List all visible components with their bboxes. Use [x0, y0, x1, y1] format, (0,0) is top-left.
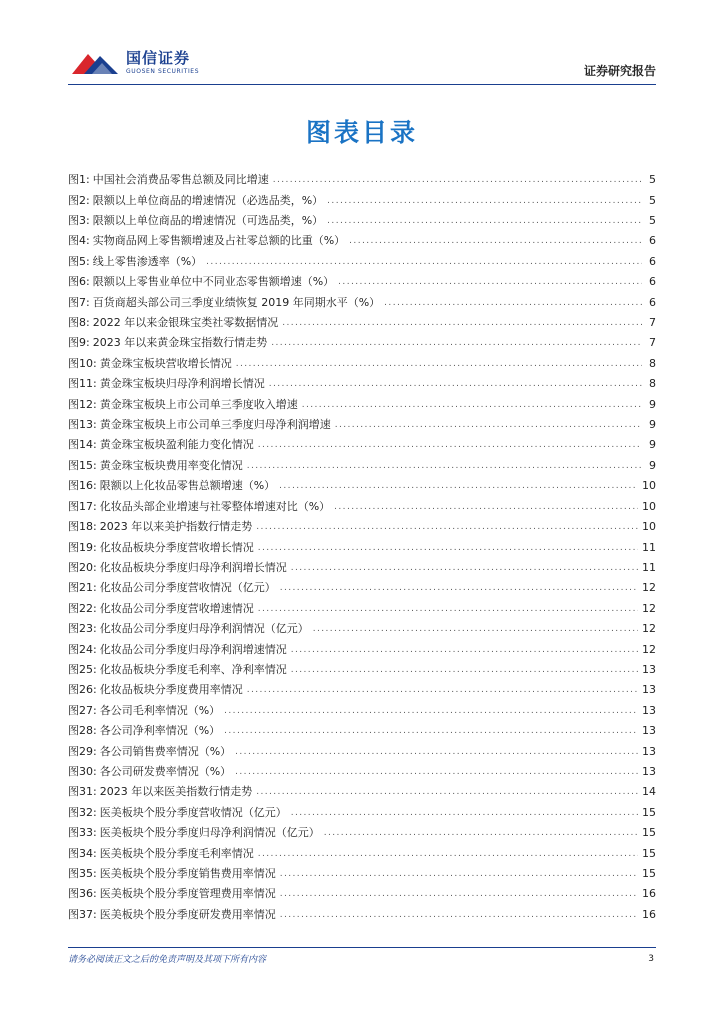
toc-entry-label: 图12: [68, 397, 97, 411]
toc-dot-leader [291, 806, 638, 820]
toc-dot-leader [247, 459, 642, 473]
toc-entry-title: 化妆品公司分季度营收情况（亿元） [99, 581, 276, 595]
toc-entry-page: 10 [642, 520, 656, 534]
toc-entry-title: 医美板块个股分季度归母净利润情况（亿元） [99, 826, 320, 840]
toc-dot-leader [280, 887, 638, 901]
toc-dot-leader [258, 602, 638, 616]
toc-entry[interactable] [68, 741, 656, 761]
guosen-logo [70, 48, 199, 78]
toc-entry[interactable] [68, 292, 656, 312]
toc-entry-page: 16 [642, 887, 656, 901]
toc-entry[interactable] [68, 558, 656, 578]
toc-entry-label: 图18: [68, 520, 97, 534]
toc-entry-label: 图1: [68, 173, 90, 187]
logo-name-en: GUOSEN SECURITIES [126, 68, 200, 75]
toc-entry-title: 各公司销售费率情况（%） [99, 744, 232, 758]
toc-entry-label: 图16: [68, 479, 97, 493]
toc-entry-title: 2023 年以来黄金珠宝指数行情走势 [92, 336, 268, 350]
toc-entry-page: 16 [642, 907, 656, 921]
toc-entry[interactable] [68, 170, 656, 190]
toc-entry-page: 10 [642, 479, 656, 493]
toc-dot-leader [280, 581, 638, 595]
toc-entry-title: 各公司毛利率情况（%） [99, 703, 221, 717]
toc-entry-page: 5 [649, 193, 656, 207]
logo-name-cn: 国信证券 [126, 49, 191, 67]
toc-dot-leader [291, 663, 638, 677]
toc-entry-page: 6 [649, 234, 656, 248]
toc-entry-label: 图5: [68, 254, 90, 268]
toc-entry-page: 9 [649, 458, 656, 472]
toc-entry[interactable] [68, 272, 656, 292]
toc-entry-title: 化妆品板块分季度费用率情况 [99, 683, 243, 697]
page-number: 3 [648, 954, 654, 964]
page-header [0, 0, 724, 90]
toc-entry[interactable] [68, 190, 656, 210]
toc-entry-page: 12 [642, 601, 656, 615]
toc-entry-label: 图11: [68, 377, 97, 391]
toc-entry[interactable] [68, 394, 656, 414]
toc-entry-label: 图9: [68, 336, 90, 350]
toc-entry[interactable] [68, 762, 656, 782]
toc-dot-leader [334, 500, 638, 514]
document-type: 证券研究报告 [583, 64, 656, 78]
toc-entry[interactable] [68, 537, 656, 557]
toc-dot-leader [291, 561, 638, 575]
toc-entry[interactable] [68, 231, 656, 251]
toc-entry-page: 6 [649, 254, 656, 268]
toc-entry-title: 限额以上化妆品零售总额增速（%） [99, 479, 276, 493]
toc-entry-page: 12 [642, 581, 656, 595]
toc-entry-title: 中国社会消费品零售总额及同比增速 [92, 173, 269, 187]
toc-entry-title: 化妆品板块分季度营收增长情况 [99, 540, 254, 554]
toc-dot-leader [327, 194, 642, 208]
toc-entry-label: 图25: [68, 662, 97, 676]
toc-entry[interactable] [68, 823, 656, 843]
toc-dot-leader [235, 765, 638, 779]
toc-entry-page: 7 [649, 336, 656, 350]
toc-entry-title: 医美板块个股分季度销售费用率情况 [99, 867, 276, 881]
toc-entry[interactable] [68, 660, 656, 680]
toc-entry[interactable] [68, 843, 656, 863]
toc-entry-page: 13 [642, 764, 656, 778]
toc-entry-title: 化妆品公司分季度归母净利润增速情况 [99, 642, 287, 656]
toc-entry-label: 图36: [68, 887, 97, 901]
guosen-logo-icon [70, 48, 120, 78]
toc-entry[interactable] [68, 905, 656, 925]
toc-dot-leader [282, 316, 642, 330]
toc-dot-leader [313, 622, 638, 636]
toc-entry[interactable] [68, 864, 656, 884]
toc-dot-leader [324, 826, 638, 840]
toc-dot-leader [206, 255, 642, 269]
toc-entry-page: 15 [642, 867, 656, 881]
toc-entry-title: 化妆品公司分季度营收增速情况 [99, 601, 254, 615]
toc-dot-leader [279, 479, 638, 493]
logo-text [126, 50, 199, 76]
toc-entry-label: 图29: [68, 744, 97, 758]
toc-dot-leader [224, 704, 638, 718]
header-divider [68, 84, 656, 85]
toc-entry-page: 6 [649, 295, 656, 309]
toc-dot-leader [224, 724, 638, 738]
toc-dot-leader [280, 867, 638, 881]
toc-entry-page: 15 [642, 826, 656, 840]
toc-dot-leader [384, 296, 642, 310]
toc-entry[interactable] [68, 211, 656, 231]
toc-entry-label: 图19: [68, 540, 97, 554]
toc-dot-leader [349, 234, 642, 248]
toc-entry-label: 图34: [68, 846, 97, 860]
toc-dot-leader [271, 336, 642, 350]
toc-entry-label: 图15: [68, 458, 97, 472]
toc-entry-page: 5 [649, 214, 656, 228]
toc-entry-page: 9 [649, 418, 656, 432]
toc-entry-label: 图33: [68, 826, 97, 840]
toc-dot-leader [327, 214, 642, 228]
toc-entry-label: 图30: [68, 764, 97, 778]
toc-entry-page: 7 [649, 316, 656, 330]
toc-entry[interactable] [68, 333, 656, 353]
footer-divider [68, 947, 656, 948]
toc-entry-page: 15 [642, 846, 656, 860]
toc-entry[interactable] [68, 252, 656, 272]
toc-entry[interactable] [68, 680, 656, 700]
toc-entry-label: 图17: [68, 499, 97, 513]
toc-entry-title: 医美板块个股分季度管理费用率情况 [99, 887, 276, 901]
toc-entry-label: 图32: [68, 805, 97, 819]
toc-entry-page: 13 [642, 683, 656, 697]
toc-entry-label: 图14: [68, 438, 97, 452]
toc-entry-label: 图27: [68, 703, 97, 717]
toc-dot-leader [258, 438, 642, 452]
toc-entry-title: 医美板块个股分季度研发费用率情况 [99, 907, 276, 921]
toc-entry-label: 图24: [68, 642, 97, 656]
toc-entry-label: 图28: [68, 724, 97, 738]
toc-entry[interactable] [68, 803, 656, 823]
toc-entry-label: 图7: [68, 295, 90, 309]
page-title: 图表目录 [305, 118, 418, 147]
toc-entry-title: 2023 年以来美护指数行情走势 [99, 520, 253, 534]
toc-entry-label: 图21: [68, 581, 97, 595]
toc-entry-title: 医美板块个股分季度毛利率情况 [99, 846, 254, 860]
footer-disclaimer: 请务必阅读正文之后的免责声明及其项下所有内容 [68, 955, 267, 965]
toc-entry-title: 黄金珠宝板块上市公司单三季度收入增速 [99, 397, 298, 411]
toc-entry[interactable] [68, 782, 656, 802]
toc-entry-page: 9 [649, 397, 656, 411]
toc-entry[interactable] [68, 884, 656, 904]
toc-dot-leader [256, 520, 638, 534]
toc-entry-label: 图20: [68, 560, 97, 574]
toc-entry-title: 线上零售渗透率（%） [92, 254, 203, 268]
toc-entry-page: 8 [649, 377, 656, 391]
toc-entry-label: 图8: [68, 316, 90, 330]
toc-dot-leader [273, 173, 642, 187]
toc-entry-page: 5 [649, 173, 656, 187]
toc-entry-page: 11 [642, 560, 656, 574]
toc-entry-page: 12 [642, 622, 656, 636]
toc-entry[interactable] [68, 354, 656, 374]
toc-entry-title: 各公司研发费率情况（%） [99, 764, 232, 778]
toc-entry-label: 图35: [68, 867, 97, 881]
toc-entry-title: 黄金珠宝板块归母净利润增长情况 [99, 377, 265, 391]
toc-entry-label: 图23: [68, 622, 97, 636]
toc-entry-label: 图26: [68, 683, 97, 697]
toc-entry-label: 图13: [68, 418, 97, 432]
toc-entry-title: 百货商超头部公司三季度业绩恢复 2019 年同期水平（%） [92, 295, 381, 309]
toc-entry-page: 8 [649, 356, 656, 370]
toc-dot-leader [256, 785, 638, 799]
toc-dot-leader [258, 541, 638, 555]
toc-dot-leader [258, 847, 638, 861]
toc-entry[interactable] [68, 497, 656, 517]
toc-entry-title: 限额以上单位商品的增速情况（必选品类，%） [92, 193, 324, 207]
toc-entry[interactable] [68, 517, 656, 537]
toc-entry-page: 9 [649, 438, 656, 452]
toc-entry-title: 实物商品网上零售额增速及占社零总额的比重（%） [92, 234, 346, 248]
toc-entry-title: 限额以上单位商品的增速情况（可选品类，%） [92, 214, 324, 228]
toc-dot-leader [247, 683, 638, 697]
toc-entry-page: 13 [642, 744, 656, 758]
toc-entry-page: 14 [642, 785, 656, 799]
toc-entry-title: 黄金珠宝板块盈利能力变化情况 [99, 438, 254, 452]
toc-entry-page: 6 [649, 275, 656, 289]
toc-entry[interactable] [68, 599, 656, 619]
toc-entry[interactable] [68, 435, 656, 455]
toc-entry-label: 图22: [68, 601, 97, 615]
toc-dot-leader [280, 908, 638, 922]
toc-entry-page: 15 [642, 805, 656, 819]
toc-entry-label: 图37: [68, 907, 97, 921]
toc-entry-page: 13 [642, 703, 656, 717]
toc-entry-title: 化妆品板块分季度毛利率、净利率情况 [99, 662, 287, 676]
toc-entry-page: 13 [642, 724, 656, 738]
toc-entry-label: 图31: [68, 785, 97, 799]
toc-entry-page: 10 [642, 499, 656, 513]
toc-entry-title: 2022 年以来金银珠宝类社零数据情况 [92, 316, 279, 330]
toc-entry[interactable] [68, 476, 656, 496]
toc-entry-page: 12 [642, 642, 656, 656]
toc-entry-label: 图3: [68, 214, 90, 228]
toc-entry-title: 黄金珠宝板块营收增长情况 [99, 356, 232, 370]
toc-entry[interactable] [68, 619, 656, 639]
toc-entry-title: 2023 年以来医美指数行情走势 [99, 785, 253, 799]
toc-entry-title: 各公司净利率情况（%） [99, 724, 221, 738]
toc-entry-page: 13 [642, 662, 656, 676]
toc-entry-title: 限额以上零售业单位中不同业态零售额增速（%） [92, 275, 335, 289]
toc-entry-title: 化妆品板块分季度归母净利润增长情况 [99, 560, 287, 574]
toc-entry-page: 11 [642, 540, 656, 554]
toc-entry[interactable] [68, 721, 656, 741]
toc-entry-label: 图6: [68, 275, 90, 289]
toc-dot-leader [302, 398, 642, 412]
toc-dot-leader [335, 418, 642, 432]
toc-dot-leader [235, 745, 638, 759]
toc-dot-leader [236, 357, 642, 371]
toc-entry[interactable] [68, 578, 656, 598]
figure-toc-list [68, 170, 656, 925]
toc-dot-leader [269, 377, 642, 391]
toc-entry[interactable] [68, 701, 656, 721]
toc-entry-title: 化妆品公司分季度归母净利润情况（亿元） [99, 622, 309, 636]
toc-entry[interactable] [68, 313, 656, 333]
toc-entry-title: 化妆品头部企业增速与社零整体增速对比（%） [99, 499, 331, 513]
toc-entry[interactable] [68, 374, 656, 394]
toc-entry-label: 图2: [68, 193, 90, 207]
toc-entry[interactable] [68, 415, 656, 435]
toc-entry-label: 图4: [68, 234, 90, 248]
toc-entry-title: 黄金珠宝板块上市公司单三季度归母净利润增速 [99, 418, 331, 432]
toc-entry-title: 医美板块个股分季度营收情况（亿元） [99, 805, 287, 819]
toc-dot-leader [291, 643, 638, 657]
toc-entry[interactable] [68, 639, 656, 659]
toc-entry-label: 图10: [68, 356, 97, 370]
toc-entry[interactable] [68, 456, 656, 476]
toc-entry-title: 黄金珠宝板块费用率变化情况 [99, 458, 243, 472]
toc-dot-leader [338, 275, 642, 289]
